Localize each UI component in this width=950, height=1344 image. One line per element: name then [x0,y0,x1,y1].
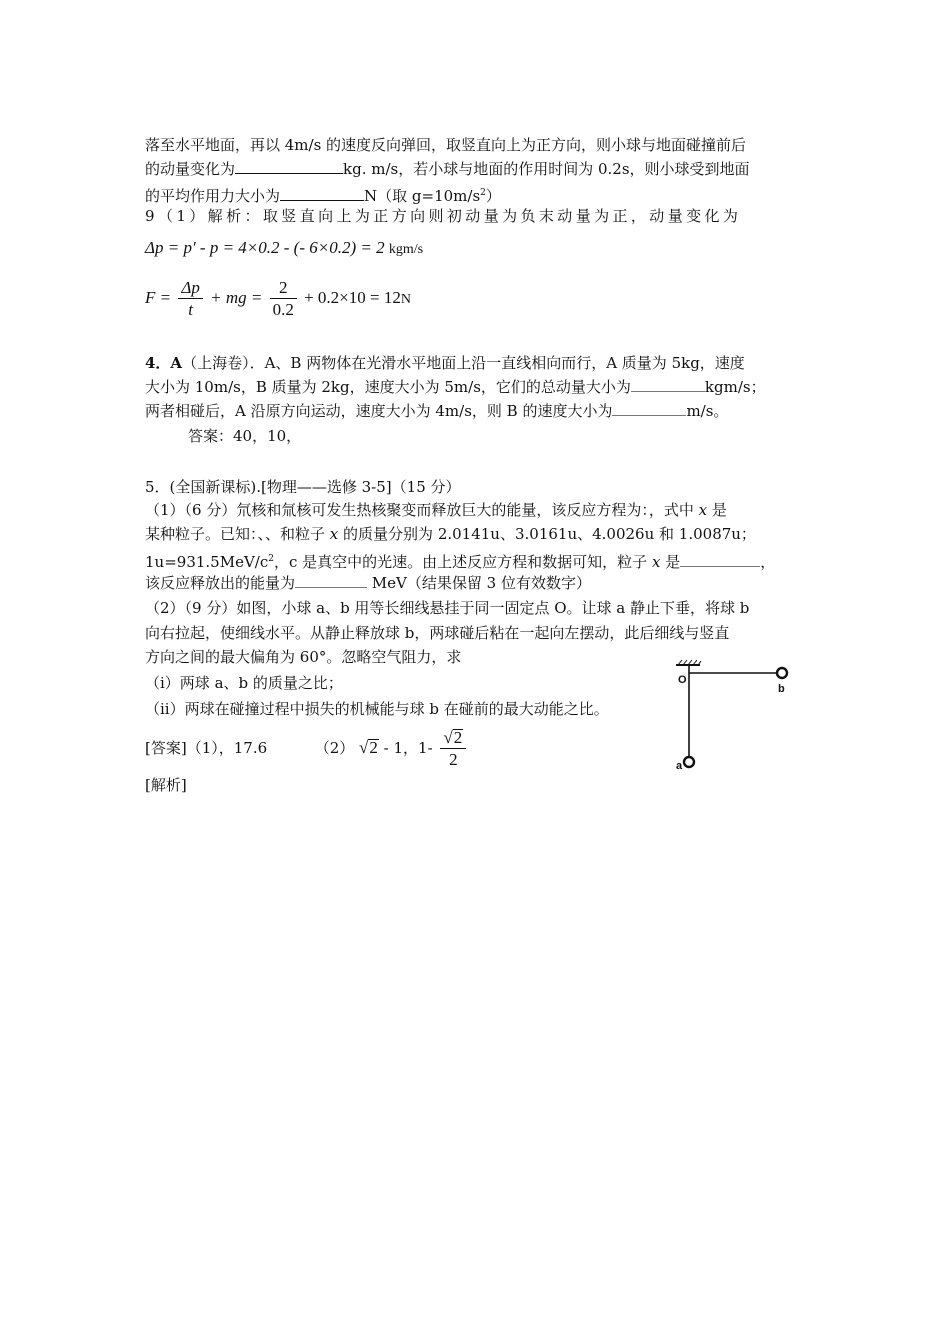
q9-text: ） [485,187,501,205]
q4-text: 两者相碰后，A 沿原方向运动，速度大小为 4m/s，则 B 的速度大小为 [145,402,613,420]
q5-header [145,476,461,498]
q5-text: 该反应释放出的能量为 [145,574,296,592]
q5-text: 是 [711,501,727,519]
numerator: 2 [270,278,297,299]
q5-text: 向右拉起，使细线水平。从静止释放球 b，两球碰后粘在一起向左摆动，此后细线与竖直 [145,624,730,642]
equation: F = [145,288,172,307]
q9-text: kg. m/s，若小球与地面的作用时间为 0.2s，则小球受到地面 [343,160,750,178]
q5-p2-line-1 [145,597,749,619]
answer-blank [280,185,364,201]
denominator: 0.2 [272,299,294,319]
q9-equation-2 [145,276,411,322]
answer-blank [295,572,367,588]
answer-text: （2） [314,739,355,757]
q4-line-3 [145,400,728,422]
q5-text: MeV（结果保留 3 位有效数字） [371,574,591,592]
analysis-text: [解析] [145,776,187,794]
answer-blank [631,376,705,392]
q5-text: 方向之间的最大偏角为 60°。忽略空气阻力，求 [145,648,462,666]
q5-p1-line-1 [145,499,727,521]
superscript: 2 [268,554,274,564]
q9-line-2 [145,158,750,180]
q9-equation-1 [145,237,423,261]
sqrt-radicand: 2 [453,727,463,747]
q5-text: （2）（9 分）如图，小球 a、b 用等长细线悬挂于同一固定点 O。让球 a 静止下垂，将球 b [145,599,750,617]
fraction [178,278,202,321]
answer-blank [612,400,686,416]
q5-answer: [答案]（1），17.6 （2） √2 - 1，1- $\frac{√2}{2}$ [145,726,469,771]
variable: x [651,553,661,571]
pendulum-diagram [668,657,808,777]
q4-line-2 [145,376,766,398]
q4-line-1 [145,352,745,374]
q9-text: 落至水平地面，再以 4m/s 的速度反向弹回，取竖直向上为正方向，则小球与地面碰撞前后 [145,136,747,154]
q9-solution-text [145,205,741,227]
q5-p1-line-4 [145,572,591,594]
q4-answer [188,425,301,447]
label-b: b [778,683,785,695]
fraction: $\frac{√2}{2}$ [440,728,466,771]
equation: + mg = [210,288,263,307]
q5-text: ，c 是真空中的光速。由上述反应方程和数据可知，粒子 [273,553,648,571]
ball-a [684,757,694,767]
answer-text: 答案：40，10， [188,427,302,445]
unit: kgm/s [388,242,424,257]
q5-p2-line-2 [145,622,729,644]
label-a: a [676,760,683,772]
denominator: t [188,299,193,319]
question-number: 4．A [145,354,183,372]
label-o: O [678,674,687,686]
q5-analysis-label [145,774,187,796]
q5-text: 是 [665,553,681,571]
q5-p2-line-3 [145,646,461,668]
q4-text: m/s。 [686,402,729,420]
q4-text: 大小为 10m/s，B 质量为 2kg，速度大小为 5m/s，它们的总动量大小为 [145,378,631,396]
q4-text: kgm/s； [704,378,766,396]
q9-text: N（取 g=10m/s [364,187,481,205]
question-header: 5．(全国新课标).[物理——选修 3-5]（15 分） [145,478,461,496]
fraction [270,278,297,321]
q5-text: 的质量分别为 2.0141u、3.0161u、4.0026u 和 1.0087u； [343,525,756,543]
answer-text: - 1，1- [383,739,433,757]
q5-p2-i [145,672,343,694]
q5-p2-ii [145,698,609,720]
denominator: 2 [449,749,458,769]
q5-p1-line-2 [145,523,756,545]
superscript: 2 [480,188,486,198]
solution-text: 9（1）解析：取竖直向上为正方向则初动量为负末动量为正，动量变化为 [145,207,742,225]
equation: Δp = p′ - p = 4×0.2 - (- 6×0.2) = 2 [145,238,385,257]
q5-p1-line-3 [145,548,775,573]
q5-text: （1）（6 分）氘核和氚核可发生热核聚变而释放巨大的能量，该反应方程为：，式中 [145,501,694,519]
ball-b [777,668,787,678]
unit: N [400,292,411,307]
q9-text: 的平均作用力大小为 [145,187,281,205]
variable: x [698,501,708,519]
answer-text: [答案]（1），17.6 [145,739,268,757]
numerator: Δp [178,278,202,299]
q5-text: ， [760,553,776,571]
q9-line-1 [145,134,746,156]
q9-line-3 [145,182,501,207]
q9-text: 的动量变化为 [145,160,236,178]
q5-text: （ii）两球在碰撞过程中损失的机械能与球 b 在碰前的最大动能之比。 [145,700,609,718]
q5-text: （i）两球 a、b 的质量之比； [145,674,343,692]
variable: x [329,525,339,543]
q4-text: （上海卷）．A、B 两物体在光滑水平地面上沿一直线相向而行，A 质量为 5kg，速度 [182,354,745,372]
equation: + 0.2×10 = 12 [304,288,401,307]
sqrt-radicand: 2 [369,738,378,757]
answer-blank [680,551,760,567]
answer-blank [235,158,343,174]
q5-text: 某种粒子。已知：、、和粒子 [145,525,326,543]
q5-text: 1u=931.5MeV/c [145,553,269,571]
ceiling-hatch [676,660,701,665]
